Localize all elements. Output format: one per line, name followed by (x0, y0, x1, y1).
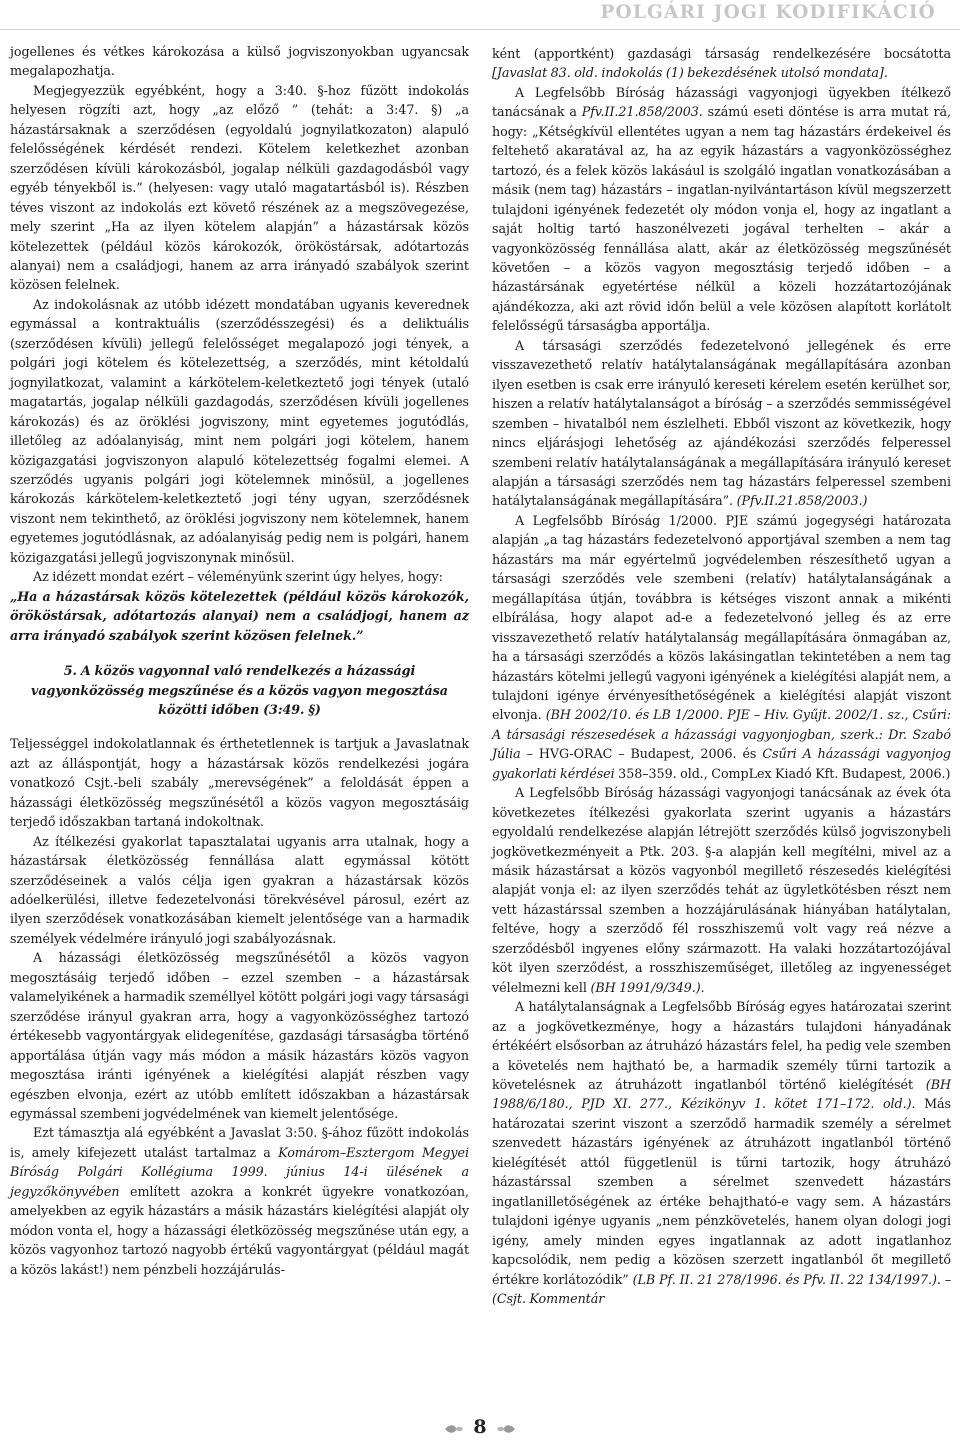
header-rule (0, 29, 960, 30)
citation: Csűri A házassági vagyonjog gyakorlati kérdései (492, 746, 951, 781)
citation: [Javaslat 83. old. indokolás (1) bekezdésének utolsó mondata]. (492, 65, 888, 81)
page-number: 8 (473, 1416, 487, 1438)
section-heading (10, 661, 469, 719)
paragraph: Teljességgel indokolatlannak és érthetetlennek is tartjuk a Javaslatnak azt az álláspontját, hogy a házastársak közös rendelkezési jogára vonatkozó Csjt.-beli szabály „merevségének” a feloldását éppen a házassági életközösség megszűnésétől a közös vagyon megosztásáig terjedő időszakban tartaná indokoltnak. (10, 736, 469, 830)
citation: Pfv.II.21.858/2003. (581, 104, 703, 120)
paragraph-text: – HVG-ORAC – Budapest, 2006. és (520, 746, 763, 762)
section-heading-line: közötti időben (3:49. §) (158, 701, 321, 717)
left-column (10, 42, 469, 1279)
page-footer (0, 1416, 960, 1440)
paragraph-text: említett azokra a konkrét ügyekre vonatkozóan, amelyekben az egyik házastárs a másik házastárs kielégítési alapját oly módon vonta el, hogy a házassági életközösség megszűnése után egy, a közös vagyonhoz tartozó nagyobb értékű vagyontárgyat (például magát a közös lakást!) nem pénzbeli hozzájárulás- (10, 1183, 469, 1277)
paragraph-text: számú eseti döntése is arra mutat rá, hogy: „Kétségkívül ellentétes ugyan a nem tag házastárs érdekeivel és feltehető akaratával az, ha az egyik házastárs a vagyonközösséghez tartozó, és a felek közös lakásául is szolgáló ingatlan vonatkozásában a másik (nem tag) házastárs – ingatlan-nyilvántartáson kívül megszerzett tulajdoni igényének fedezetét oly módon vonja el, hogy az ingatlant a saját holtig tartó haszonélvezeti jogával terhelten – akár a vagyonközösség fennállása alatt, akár az életközösség megszűnését követően – a közös vagyon megosztásig terjedő időben – a házastársának egyetértése nélkül a közeli hozzátartozójának ajándékozza, aki azt rövid időn belül a vele közösen alapított korlátolt felelősségű társaságba apportálja. (492, 104, 951, 334)
running-head-title: POLGÁRI JOGI KODIFIKÁCIÓ (600, 2, 936, 23)
paragraph-text: A Legfelsőbb Bíróság házassági vagyonjogi tanácsának az évek óta következetes ítélkezési gyakorlata szerint ugyanis a házastárs egyoldalú rendelkezése alapján létrejött szerződés külső jogviszonybeli jogkövetkezményeit a Ptk. 203. §-a alapján kell megítélni, mivel az a másik házastársat a közös vagyonból megillető részesedés kielégítési alapját vonja el: az ilyen szerződés tehát az ügyletkötésben részt nem vett házastárssal szemben a hozzájárulásának hiányában hatálytalan, feltéve, hogy a szerződő fél rosszhiszemű volt vagy reá nézve a szerződésből ingyenes előny származott. Ha valaki hozzátartozójával köt ilyen szerződést, a rosszhiszeműséget, illetőleg az ingyenességet vélelmezni kell (492, 785, 951, 995)
paragraph-text: Más határozatai szerint viszont a szerződő harmadik személy a sérelmet szenvedett házastárs igényének az átruházott ingatlanból történő kielégítését attól függetlenül is tűrni tartozik, hogy átruházó házastárssal szemben a sérelmet szenvedett házastárs ingatlanilletőségének az értéke behajtható-e vagy sem. A házastárs tulajdoni igénye ugyanis „nem pénzkövetelés, hanem olyan dologi jogi igény, amely minden egyes ingatlannak az adott ingatlanhoz kapcsolódik, nem pedig a közösen szerzett ingatlanból őt megillető értékre korlátozódik” (492, 1096, 951, 1287)
paragraph: jogellenes és vétkes károkozása a külső jogviszonyokban ugyancsak megalapozhatja. (10, 44, 469, 79)
paragraph (492, 511, 951, 783)
paragraph (492, 336, 951, 511)
section-heading-line: vagyonközösség megszűnése és a közös vagyon megosztása (31, 682, 448, 698)
paragraph: Az idézett mondat ezért – véleményünk szerint úgy helyes, hogy: (33, 569, 443, 585)
paragraph-text: A társasági szerződés fedezetelvonó jellegének és erre visszavezethető relatív hatálytalanságának megállapítására azonban ilyen esetben is csak erre irányuló kereseti kérelem esetén kerülhet sor, hiszen a relatív hatálytalanságot a bíróság – a szerződés semmisségével szemben – hivatalból nem észlelheti. Ebből viszont az következik, hogy nincs eljárásjogi lehetőség az ajándékozási szerződés felperessel szembeni relatív hatálytalanságának a megállapítására irányuló kereset alapján a társasági szerződés nem tag házastárs felperessel szembeni hatálytalanságának megállapítására”. (492, 337, 951, 509)
paragraph-text: A hatálytalanságnak a Legfelsőbb Bíróság egyes határozatai szerint az a jogkövetkezménye, hogy a házastárs tulajdoni hányadának értékéért elsősorban az átruházó házastárs felel, ha pedig vele szemben a követelés nem hajtható be, a harmadik személy tűrni tartozik a követelésnek az átruházott ingatlanból történő kielégítését (492, 999, 951, 1093)
paragraph: A házassági életközösség megszűnésétől a közös vagyon megosztásáig terjedő időben – ezzel szemben – a házastársak valamelyikének a harmadik személlyel kötött polgári jogi vagy társasági szerződése irányul gyakran arra, hogy a vagyonközösséghez tartozó értékesebb vagyontárgyak elidegenítése, gazdasági társaságba történő apportálása útján vagy más módon a másik házastárs közös vagyon megosztása iránti igényének a kielégítési alapját részben vagy egészben elvonja, ezért az utóbb említett időszakban a házastársak egymással szembeni jogvédelmének van kiemelt jelentősége. (10, 950, 469, 1122)
paragraph (492, 83, 951, 336)
section-heading-line: 5. A közös vagyonnal való rendelkezés a házassági (63, 663, 416, 679)
paragraph: Megjegyezzük egyébként, hogy a 3:40. §-hoz fűzött indokolás helyesen rögzíti azt, hogy „az előző ” (tehát: a 3:47. §) „a házastársaknak a szerződésen (egyoldalú jognyilatkozaton) alapuló felelősségének kérdését rendezi. Kötelem keletkezhet azonban szerződésen kívüli károkozásból, jogalap nélküli gazdagodásból vagy egyéb tényekből is.” (helyesen: vagy utaló magatartásból is). Részben téves viszont az indokolás ezt követő részének az a megszövegezése, mely szerint „Ha az ilyen kötelem alapján” a házastársak közös kötelezettek (például közös károkozók, örököstársak, adótartozás alanyai) nem a családjogi, hanem az arra irányadó szabályok szerint közösen felelnek. (10, 82, 469, 293)
paragraph (492, 997, 951, 1308)
leaf-ornament-icon (444, 1424, 464, 1434)
paragraph (10, 1123, 469, 1279)
paragraph-text: A Legfelsőbb Bíróság házassági vagyonjogi ügyekben ítélkező tanácsának a (492, 84, 951, 120)
paragraph (492, 44, 951, 83)
paragraph-text: A Legfelsőbb Bíróság 1/2000. PJE számú jogegységi határozata alapján „a tag házastárs fedezetelvonó apportjával szemben a nem tag házastárs ma már egyértelmű jogvédelemben részesíthető ugyan a társasági szerződés vele szembeni (relatív) hatálytalanságának a megállapítása útján, továbbra is kétséges viszont annak a mikénti elbírálása, hogy alapot ad-e a fedezetelvonó jelleg és az erre visszavezethető relatív hatálytalanság megállapítására önmagában az, ha a társasági szerződés a közös lakásingatlan tekintetében a nem tag házastárs kötelmi jellegű vagyoni igényének a kielégítési alapját nem, a tulajdoni igénye érvényesíthetőségének a kielégítési alapját viszont elvonja. (492, 512, 951, 723)
paragraph (492, 783, 951, 997)
paragraph-text: 358–359. old., CompLex Kiadó Kft. Budapest, 2006.) (614, 765, 951, 781)
citation: (BH 1988/6/180., PJD XI. 277., Kézikönyv 1. kötet 171–172. old.). (492, 1077, 951, 1112)
leaf-ornament-icon (496, 1424, 516, 1434)
paragraph-text: ként (apportként) gazdasági társaság rendelkezésére bocsátotta (492, 46, 951, 61)
paragraph: Az ítélkezési gyakorlat tapasztalatai ugyanis arra utalnak, hogy a házastársak életközösség fennállása alatt egymással kötött szerződéseinek a valós célja igen gyakran a házastársak közös adóelkerülési, illetve fedezetelvonási törekvésével párosul, ezért az ilyen szerződések vonatkozásában kiemelt jelentősége van a harmadik személyek védelmére irányuló jogi szabályozásnak. (10, 833, 469, 946)
paragraph: Az indokolásnak az utóbb idézett mondatában ugyanis keverednek egymással a kontraktuális (szerződésszegési) és a deliktuális (szerződésen kívüli) jellegű felelősséget megalapozó jogi tények, a polgári jogi kötelem és kötelezettség, a szerződés, mint kétoldalú jognyilatkozat, valamint a kárkötelem-keletkeztető jogi tények (utaló magatartás, jogalap nélküli gazdagodás, szerződésen kívüli jogellenes károkozás) és az öröklési jogviszony, mint egyetemes jogutódlás, illetőleg az adóalanyiság, mint nem polgári jogi kötelem, hanem közigazgatási jogviszonyon alapuló kötelezettség fogalmi elemei. A szerződés ugyanis polgári jogi kötelemnek minősül, a jogellenes károkozás kárkötelem-keletkeztető jogi tény ugyan, szerződésnek viszont nem tekinthető, az öröklési jogviszony nem kötelemnek, hanem egyetemes jogutódlásnak, az adóalanyiság pedig nem is polgári, hanem közigazgatási jellegű jogviszonynak minősül. (10, 296, 469, 565)
citation: (LB Pf. II. 21 278/1996. és Pfv. II. 22 134/1997.). – (Csjt. Kommentár (492, 1271, 952, 1306)
quoted-proposal: „Ha a házastársak közös kötelezettek (például közös károkozók, örököstársak, adótartozás alanyai) nem a családjogi, hanem az arra irányadó szabályok szerint közösen felelnek.” (10, 588, 469, 643)
citation: (Pfv.II.21.858/2003.) (736, 493, 868, 509)
citation: (BH 2002/10. és LB 1/2000. PJE – Hiv. Gyűjt. 2002/1. sz., Csűri: A társasági részesedések a házassági vagyonjogban, szerk.: Dr. Szabó Júlia (492, 707, 951, 762)
citation: Komárom–Esztergom Megyei Bíróság Polgári Kollégiuma 1999. június 14-i ülésének a jegyzőkönyvében (10, 1144, 469, 1199)
citation: (BH 1991/9/349.). (590, 979, 705, 995)
right-column (492, 44, 951, 1308)
page-header (0, 0, 960, 36)
paragraph-text: Ezt támasztja alá egyébként a Javaslat 3:50. §-ához fűzött indokolás is, amely kifejezett utalást tartalmaz a (10, 1125, 469, 1160)
